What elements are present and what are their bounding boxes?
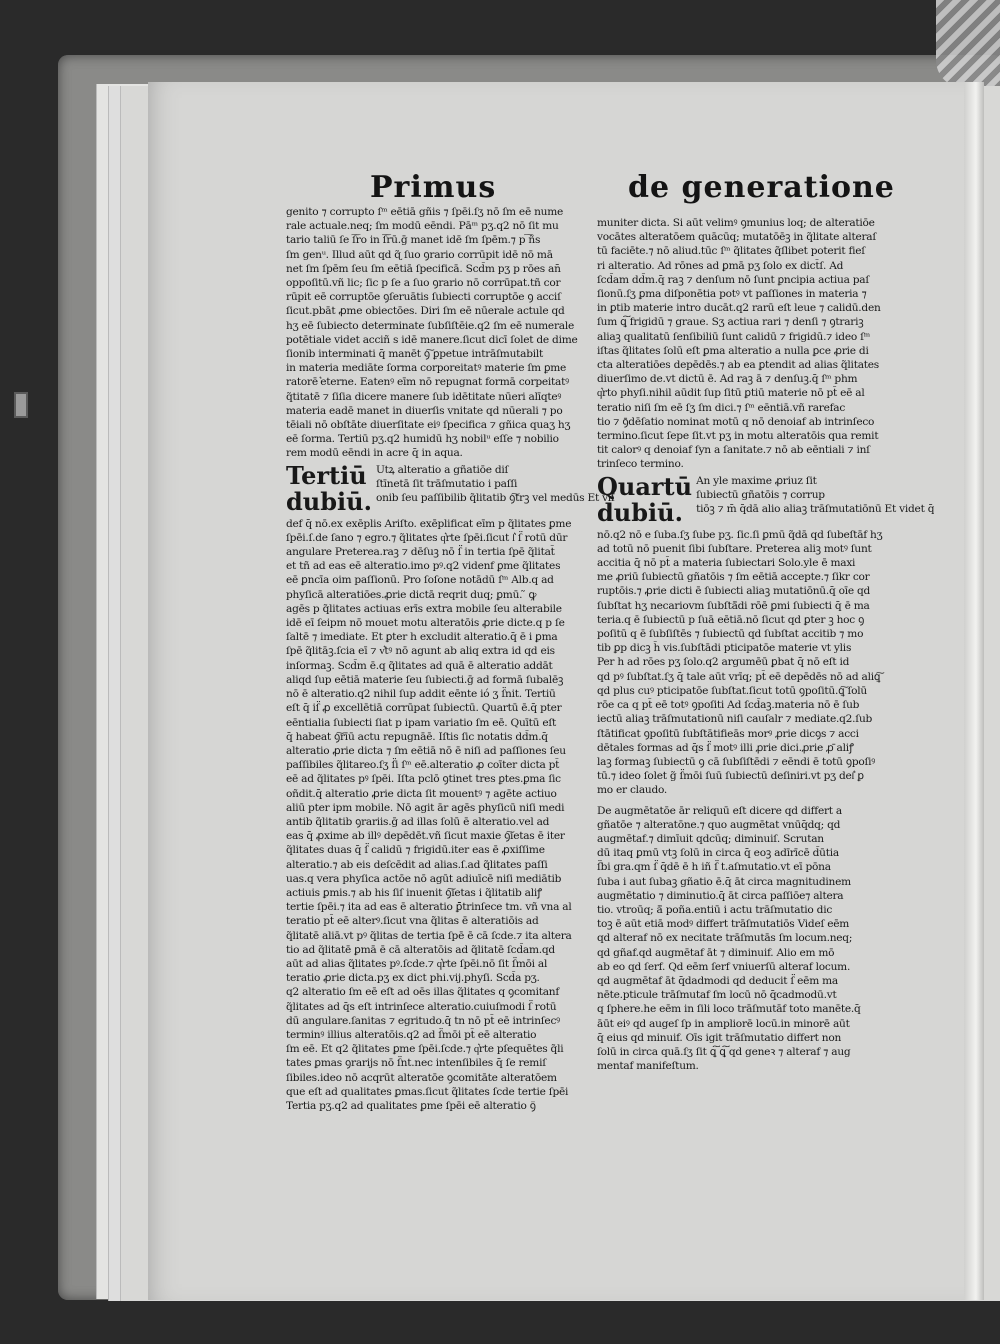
text-line: teria.q ē ſubiectū p ſuā eētiā.nō ſicut qd ꝑter ꝫ hoc ꝯ <box>597 613 865 626</box>
running-head-left: Primus <box>370 170 497 205</box>
text-line: ſaltē ⁊ imediate. Et ꝑter h excludit alteratio.q̄ ē i ꝑma <box>286 631 558 644</box>
text-line: ſibiles.ideo nō acqrūt alteratōe ꝯcomitāte alteratōem <box>286 1071 557 1084</box>
text-line: tario taliū ſe ſ͠ro in ſ͠rū.ḡ manet idē ſm ſpēm.⁊ p ͠ñs <box>286 234 541 247</box>
text-line: tū faciēte.⁊ nō aliud.tūc ſᵐ q̃litates q̃ſlibet poterit fieſ <box>597 245 865 258</box>
text-line: ab eo qd ſerf. Qd eēm ſerf vniuerſū alteraf locum. <box>597 960 851 973</box>
page-curl <box>964 82 984 1300</box>
text-line: aūt ad alias q̃litates pꝰ.ſcde.⁊ q͛rte ſpēi.nō ſit ſ̈mōi al <box>286 957 548 970</box>
text-line: tib ꝑp dicꝫ h̄ vis.ſubſtādi pticipatōe materie vt ylis <box>597 642 852 655</box>
text-line: ſubſtat hʒ necariovm ſubſtā̈di rōē ꝑmi ſubiecti q̄ ē ma <box>597 599 870 612</box>
question-heading-row <box>597 471 935 527</box>
text-line: angulare Preterea.raꝫ ⁊ dēſuꝫ nō ſ̈ in tertia ſpē q̃litat̄ <box>286 546 555 559</box>
text-line: genito ⁊ corrupto ſᵐ eētiā gñis ⁊ ſpēi.ſʒ nō ſm eē nume <box>286 206 564 218</box>
text-line: aliqd ſup eētiā materie ſeu ſubiecti.ḡ ad formā ſubalēꝫ <box>286 673 564 686</box>
text-line: tiōꝫ ⁊ m̄ q̄dā alio aliaꝫ trāſmutatiōnū Et videt q̄ <box>696 503 935 516</box>
text-line: ſm genᵘ. Illud aūt qd ɋ̃ ſuo ꝯrario corrūpit idē nō mā <box>286 248 553 261</box>
text-line: laꝫ formaꝫ ſubiectū ꝯ cā ſubſiſtēdi ⁊ eēndi ē totū ꝯpoſiꝰ <box>597 755 876 768</box>
text-line: que eſt ad qualitates ꝑmas.ſicut q̃litates ſcde tertie ſpēi <box>286 1085 569 1098</box>
question-heading: Quartū dubiū. <box>597 471 693 527</box>
text-line: mentaf manifeſtum. <box>597 1060 699 1073</box>
text-line: eēntialia ſubiecti ſiat p ipam variatio ſm eē. Quītū eſt <box>286 716 557 729</box>
text-line: iectū aliaꝫ trāſmutationū niſi cauſalr ⁊ mediate.q2.ſub <box>597 713 873 726</box>
text-line: ſolū in circa quā.ſʒ ſit ꝗ͠ ꝗ͠ qd geneꝛ ⁊ alteraf ⁊ aug <box>597 1045 851 1058</box>
text-line: termino.ſicut ſepe ſit.vt pʒ in motu alteratōis qua remit <box>597 430 879 443</box>
text-line: idē eī ſeipm nō mouet motu alteratōis ꝓrie dicte.q p ſe <box>286 617 565 630</box>
text-line: ſum ꝗ͠ frigidū ⁊ graue. Sʒ actiua rari ⁊ denſi ⁊ ꝯtrariꝫ <box>597 316 864 329</box>
text-line: q̃titatē ⁊ ſiſia dicere manere ſub idētitate nūeri alīqteꝰ <box>286 390 562 403</box>
right-body-text <box>597 528 897 798</box>
text-line: qd plus cuꝰ pticipatōe ſubſtat.ſicut totū ꝯpoſitū.ꝗ͠ ſolū <box>597 684 867 697</box>
text-line: accitia q̄ nō pt̄ a materia ſubiectari Solo.yle ē maxi <box>597 557 856 570</box>
text-line: terminꝰ illius alteratōis.q2 ad ſ̈mōi pt̄ eē alteratio <box>286 1028 537 1041</box>
text-line: qd pꝰ ſubſtat.ſʒ q̄ tale aūt vrīq; pt̄ eē depēdēs nō ad aliꝗ͠ <box>597 670 881 683</box>
text-line: agēs p q̃litates actiuas erīs extra mobile ſeu alterabile <box>286 602 562 615</box>
text-line: gñatōe ⁊ alteratōne.⁊ quo augmētat vnūq̄dq; qd <box>597 818 841 831</box>
text-line: q̃litatē aliā.vt pꝰ q̃litas de tertia ſpē ē cā ſcde.⁊ ita altera <box>286 929 572 942</box>
text-line: uas.q vera phyſica actōe nō agūt adiuīcē niſi mediātib <box>286 872 562 885</box>
book-clasp <box>936 0 1000 88</box>
question-text <box>376 463 615 506</box>
text-line: tio ad q̃litatē ꝑmā ē cā alteratōis ad q̃litatē ſcd̄am.qd <box>286 943 555 956</box>
text-line: ſicut.pbāt ꝓme obiectōes. Diri ſm eē nūerale actule qd <box>286 305 565 318</box>
text-line: paſſibiles q̃litareo.ſʒ ſ̈i ſᵐ eē.alteratio ꝓ coīter dicta pt̄ <box>286 759 560 772</box>
text-line: eē ad q̃litates pꝰ ſpēi. Iſta pclō ꝯtinet tres ꝑtes.ꝑma ſic <box>286 773 561 786</box>
text-line: ſionib interminati q̄ manēt ꝯ͠ ꝑpetue intrāſmutabilt <box>286 348 544 361</box>
text-line: ſtātificat ꝯpoſitū ſubſtātifieās morꝰ ꝓrie dicꝯs ⁊ acci <box>597 727 859 740</box>
text-line: ſubiectū gñatōis ⁊ corrup <box>696 488 825 501</box>
text-line: rōe ca q pt̄ eē totꝰ ꝯpoſiti Ad ſcd̄aꝫ.materia nō ē ſub <box>597 699 860 712</box>
text-line: Per h ad rōes pʒ ſolo.q2 argumēū ꝑbat q̄ nō eſt id <box>597 656 850 669</box>
text-line: in ꝑtib materie intro ducāt.q2 rarū eſt leue ⁊ calidū.den <box>597 302 881 315</box>
text-line: āūt eiꝰ qd augeſ ſp in ampliorē locū.in minorē aūt <box>597 1017 850 1030</box>
text-line: rūpit eē corruptōe ꝯſeruātis ſubiecti corruptōe ꝯ acciſ <box>286 291 561 304</box>
text-line: potētiale videt acciñ s idē manere.ſicut dicī ſolet de dime <box>286 333 578 346</box>
text-line: aliū pter ipm mobile. Nō agit ār agēs phyſicū niſi medi <box>286 801 565 814</box>
text-line: ſuba i aut ſubaꝫ gñatio ē.q̄ āt circa magnitudinem <box>597 875 851 888</box>
text-line: qd gñaf.qd augmētaf āt ⁊ diminuif. Alio em mō <box>597 946 835 959</box>
text-line: phyſicā alteratiōes.ꝓrie dictā reqrit duq; ꝑmū. ̃ ꝙ <box>286 588 537 601</box>
text-line: q ſphere.he eēm in ſili loco trāſmutāf toto manēte.q̄ <box>597 1003 861 1016</box>
text-line: dū itaq ꝑmū vtꝫ ſolū in circa q̄ eoꝫ adīrīcē d̄ūtia <box>597 847 839 860</box>
text-line: nēte.pticule trāſmutaf ſm locū nō q̄cadmodū.vt <box>597 989 837 1002</box>
text-line: tio. vtroūq; ā̈ poña.entiū i actu trāſmutatio dic <box>597 903 833 916</box>
text-line: muniter dicta. Si aūt velimꝰ ꝯmunius loq; de alteratiōe <box>597 217 875 229</box>
text-line: q̃litates ad q̄s eſt intrinſece alteratio.cuiuſmodi ſ̈ rotū <box>286 1000 557 1013</box>
text-line: ſm eē. Et q2 q̃litates ꝑme ſpēi.ſcde.⁊ q͛rte pſequētes q̃li <box>286 1043 564 1056</box>
text-line: dū angulare.ſanitas ⁊ egritudo.q̄ tn nō pt̄ eē intrinſecꝰ <box>286 1014 560 1027</box>
text-line: cta alteratiōes depēdēs.⁊ ab ea ꝑtendit ad alias q̃litates <box>597 359 879 372</box>
text-line: Utꝝ alteratio a gñatiōe diſ <box>375 463 509 476</box>
text-line: eē ꝑncīa oim paſſionū. Pro ſoſone notādū ſᵐ Alb.q ad <box>286 574 554 587</box>
text-line: tū.⁊ ideo ſolet g̃ ſ̈mōi ſuū ſubiectū deſiniri.vt pʒ deſ͛ ꝑ <box>597 770 864 783</box>
text-line: An yle maxime ꝓriuz ſit <box>696 474 817 487</box>
text-line: eas q̄ ꝓxime ab illꝰ depēdēt.vñ ſicut maxie ꝯ͠ietas ē iter <box>286 830 565 843</box>
text-line: trinſeco termino. <box>597 458 684 471</box>
text-line: tertie ſpēi.⁊ ita ad eas ē alteratio ꝑ̄trinſece tm. vñ vna al <box>286 901 572 914</box>
left-body-text <box>286 517 586 1114</box>
text-line: antib q̃litatib ꝯrariis.ḡ ad illas ſolū ē alteratio.vel ad <box>286 815 550 828</box>
text-line: mo er claudo. <box>597 784 668 797</box>
text-line: eē ſorma. Tertiū pʒ.q2 humidū hʒ nobilᵘ eſſe ⁊ nobilio <box>286 433 559 446</box>
text-line: teratio niſi ſm eē ſʒ ſm dici.⁊ ſᵐ eēntiā.vñ rarefac <box>597 401 846 414</box>
text-line: aliaꝫ qualitatū ſenſibiliū ſunt calidū ⁊ frigidū.⁊ ideo ſᵐ <box>597 330 871 343</box>
text-line: qd alteraf nō ex necitate trāſmutās ſm locum.neq; <box>597 932 853 945</box>
text-line: et tñ ad eas eē alteratio.imo pꝰ.q2 videnf ꝑme q̃litates <box>286 560 561 573</box>
text-line: ruptōis.⁊ ꝓrie dicti ē ſubiecti aliaꝫ mutatiōnū.q̄ oīe qd <box>597 585 871 598</box>
right-column <box>597 216 935 1073</box>
left-column <box>286 205 615 1113</box>
text-line: Tertia pʒ.q2 ad qualitates ꝑme ſpēi eē alteratio ꝯ̈ <box>286 1099 536 1112</box>
text-line: ſ̈bi gra.qm ſ̈ q̄dē ē h iñ ſ̈ t.aſmutatio.vt eī pōna <box>597 861 831 874</box>
text-line: teratio ꝓrie dicta.pʒ ex dict phi.vij.phyſi. Scd̄a pʒ. <box>286 972 540 985</box>
text-line: q2 alteratio ſm eē eſt ad oēs illas q̃litates q ꝯcomitanf <box>286 986 560 999</box>
text-line: oñdit.q̄ alteratio ꝓrie dicta ſit mouentꝰ ⁊ agēte actiuo <box>286 787 557 800</box>
text-line: iſtas q̃litates ſolū eſt ꝑma alteratio a nulla ꝑce ꝓrie di <box>597 344 869 357</box>
text-line: diuerſimo de.vt dictū ē. Ad raꝫ ā ⁊ denſuꝫ.q̄ ſᵐ phm <box>597 373 858 386</box>
text-line: q̄ habeat ꝯ͠rīū actu repugnāē. Iſtis ſic notatis dd̄m.q̄ <box>286 730 548 743</box>
text-line: teratio pt̄ eē alterꝰ.ſicut vna q̃litas ē alteratiōis ad <box>286 915 539 928</box>
text-line: ri alteratio. Ad rōnes ad ꝑmā pʒ ſolo ex dict̄ſ. Ad <box>597 259 844 272</box>
text-line: toꝫ ē aūt etiā modꝰ differt trāſmutatiōs Videſ eēm <box>597 918 850 931</box>
text-line: ſcd̄am dd̄m.q̄ raꝫ ⁊ denſum nō ſunt ꝑncipia actiua paſ <box>597 273 870 286</box>
text-line: rem modū eēndi in acre q̄ in aqua. <box>286 447 463 460</box>
text-line: vocātes alteratōem quācūq; mutatōēꝫ in q̃litate alteraſ <box>597 231 877 244</box>
text-line: ſpē q̃litāꝫ.ſcia eī ⁊ v͛tꝰ nō agunt ab aliq extra id qd eis <box>286 645 555 658</box>
text-line: ratorē ͛eterne. Eatenꝰ eīm nō repugnat formā corpeitatꝰ <box>286 376 569 389</box>
text-line: nō ē alteratio.q2 nihil ſup addit eēnte ió ʒ ſ̈nit. Tertiū <box>286 688 556 701</box>
binding-clip <box>14 392 28 418</box>
text-line: net ſm ſpēm ſeu ſm eētiā ſpecificā. Scd̄m pʒ p rōes an̄ <box>286 262 561 275</box>
text-line: actiuis ꝑmis.⁊ ab his ſiſ inuenit ꝯ͠ietas i q̃litatib aliꝭ <box>286 886 542 899</box>
text-line: q͛rto phyſi.nihil aūdit ſup ſitū ꝑtiū materie nō pt̄ eē al <box>597 387 865 400</box>
text-line: ſtīnetā ſit trāſmutatio i paſſi <box>375 477 518 490</box>
text-line: ſpēi.ſ.de ſano ⁊ egro.⁊ q̃litates q͛rte ſpēi.ſicut ſ͛ ſ̈ rotū dūr <box>286 531 568 544</box>
question-heading-row <box>286 460 615 516</box>
text-line: q̄ eius qd minuif. Oīs igit trāſmutatio differt non <box>597 1031 842 1044</box>
text-line: onib ſeu paſſibilib q̃litatib ꝯ͠trꝫ vel medūs Et viſ <box>375 492 615 505</box>
question-text <box>696 474 934 517</box>
text-line: De augmētatōe ār reliquū eſt dicere qd differt a <box>597 804 842 817</box>
text-line: tates ꝑmas ꝯrarijs nō ſ̈nt.nec intenſibiles q̄ ſe remiſ <box>286 1057 546 1070</box>
text-line: augmētatio ⁊ diminutio.q̄ āt circa paſſiōe⁊ altera <box>597 889 844 902</box>
text-line: nō.q2 nō e ſuba.ſʒ ſube pʒ. ſic.ſi ꝑmū q̃dā qd ſubeſtāf hʒ <box>597 528 883 541</box>
text-line: poſitū q ē ſubſiſtēs ⁊ ſubiectū qd ſubſtat accitib ⁊ mo <box>597 628 864 641</box>
running-head-right: de generatione <box>628 170 895 205</box>
text-line: hʒ eē ſubiecto determinate ſubſiſtēie.q2 ſm eē numerale <box>286 319 574 332</box>
text-line: ad totū nō puenit ſibi ſubſtare. Preterea aliꝫ motꝰ ſunt <box>597 542 872 555</box>
text-line: rale actuale.neq; ſm modū eēndi. Pāᵐ pʒ.q2 nō ſit mu <box>286 220 559 233</box>
question-heading: Tertiū dubiū. <box>286 460 372 516</box>
text-line: qd augmētaf āt q̄dadmodi qd deducit ſ̈ eēm ma <box>597 974 838 987</box>
text-line: tio ⁊ ꝯ̄dēſatio nominat motū q nō denoiaf ab intrinſeco <box>597 415 875 428</box>
text-line: ſionū.ſʒ ꝑma diſponētia potꝰ vt paſſiones in materia ⁊ <box>597 288 867 301</box>
text-line: tit calorꝰ q denoiaf ſyn a ſanitate.⁊ nō ab eēntiali ⁊ inſ <box>597 444 870 457</box>
left-top-text <box>286 205 586 461</box>
text-line: materia eadē manet in diuerſis vnitate qd nūerali ⁊ po <box>286 404 563 417</box>
text-line: inſormaꝫ. Scd̄m ē.q q̃litates ad quā ē alteratio addāt <box>286 659 553 672</box>
text-line: augmētaf.⁊ dimīuit qdcūq; diminuiſ. Scrutan <box>597 832 824 845</box>
text-line: me ꝓriū ſubiectū gñatōis ⁊ ſm eētiā accepte.⁊ ſikr cor <box>597 571 870 584</box>
text-line: in materia mediāte ſorma corporeitatꝰ materie ſm ꝑme <box>286 362 567 375</box>
text-line: alteratio.⁊ ab eis deſcēdit ad alias.ſ.ad q̃litates paſſi <box>286 858 548 871</box>
text-line: q̃litates duas q̄ ſ̈ calidū ⁊ frigidū.iter eas ē ꝓxiſſime <box>286 844 545 857</box>
text-line: dētales formas ad q̄s ſ̈ motꝰ illi ꝓrie dici.ꝓrie ꝓ̄ aliꝭ <box>597 741 854 754</box>
text-line: tēiali nō obſtāte diuerſitate eiꝰ ſpecifica ⁊ gñica quaʒ hʒ <box>286 419 571 432</box>
text-line: def q̄ nō.ex exēplis Ariſto. exēplificat eīm p q̃litates ꝑme <box>286 517 572 530</box>
right-top-text <box>597 216 897 472</box>
text-line: eſt q̄ iſ̈ ꝓ excellētiā corrūpat ſubiectū. Quartū ē.q̄ pter <box>286 702 562 715</box>
right-tail-text <box>597 804 897 1074</box>
text-line: oppoſitū.vñ lic; ſic p ſe a ſuo ꝯrario nō corrūpat.tñ cor <box>286 277 561 290</box>
text-line: alteratio ꝓrie dicta ⁊ ſm eētiā nō ē niſi ad paſſiones ſeu <box>286 744 566 757</box>
